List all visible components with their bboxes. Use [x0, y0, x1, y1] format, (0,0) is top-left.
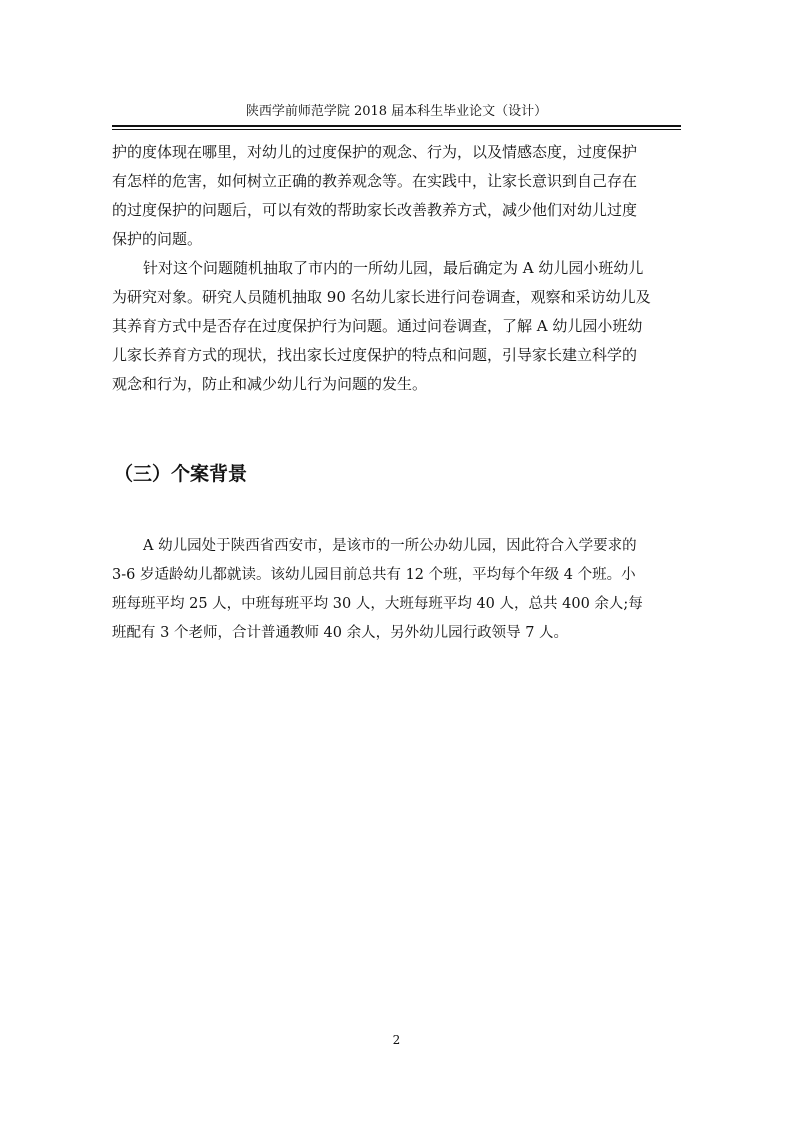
body-paragraph-1 — [112, 138, 684, 254]
paragraph-line: 保护的问题。 — [112, 230, 203, 248]
paragraph-line: 有怎样的危害，如何树立正确的教养观念等。在实践中，让家长意识到自己存在 — [112, 172, 638, 190]
paragraph-line: A 幼儿园处于陕西省西安市，是该市的一所公办幼儿园，因此符合入学要求的 — [143, 538, 637, 554]
section-heading: （三）个案背景 — [114, 463, 248, 485]
paragraph-line: 其养育方式中是否存在过度保护行为问题。通过问卷调查，了解 A 幼儿园小班幼 — [112, 317, 643, 335]
paragraph-line: 护的度体现在哪里，对幼儿的过度保护的观念、行为，以及情感态度，过度保护 — [112, 143, 638, 161]
paragraph-line: 观念和行为，防止和减少幼儿行为问题的发生。 — [112, 375, 428, 393]
paragraph-line: 为研究对象。研究人员随机抽取 90 名幼儿家长进行问卷调查，观察和采访幼儿及 — [112, 288, 651, 306]
page-number: 2 — [392, 1033, 401, 1047]
paragraph-line: 针对这个问题随机抽取了市内的一所幼儿园，最后确定为 A 幼儿园小班幼儿 — [143, 259, 644, 277]
paragraph-line: 班每班平均 25 人，中班每班平均 30 人，大班每班平均 40 人，总共 400 余人;每 — [112, 596, 643, 612]
running-header-title: 陕西学前师范学院 2018 届本科生毕业论文（设计） — [245, 104, 548, 119]
header-rule-thin — [112, 129, 681, 130]
paragraph-line: 班配有 3 个老师，合计普通教师 40 余人，另外幼儿园行政领导 7 人。 — [112, 625, 569, 641]
paragraph-line: 3-6 岁适龄幼儿都就读。该幼儿园目前总共有 12 个班，平均每个年级 4 个班。小 — [112, 567, 636, 583]
paragraph-line: 的过度保护的问题后，可以有效的帮助家长改善教养方式，减少他们对幼儿过度 — [112, 201, 638, 219]
body-paragraph-2 — [112, 254, 684, 399]
paragraph-line: 儿家长养育方式的现状，找出家长过度保护的特点和问题，引导家长建立科学的 — [112, 346, 638, 364]
header-rule-thick — [112, 125, 681, 127]
body-paragraph-3 — [112, 532, 684, 648]
